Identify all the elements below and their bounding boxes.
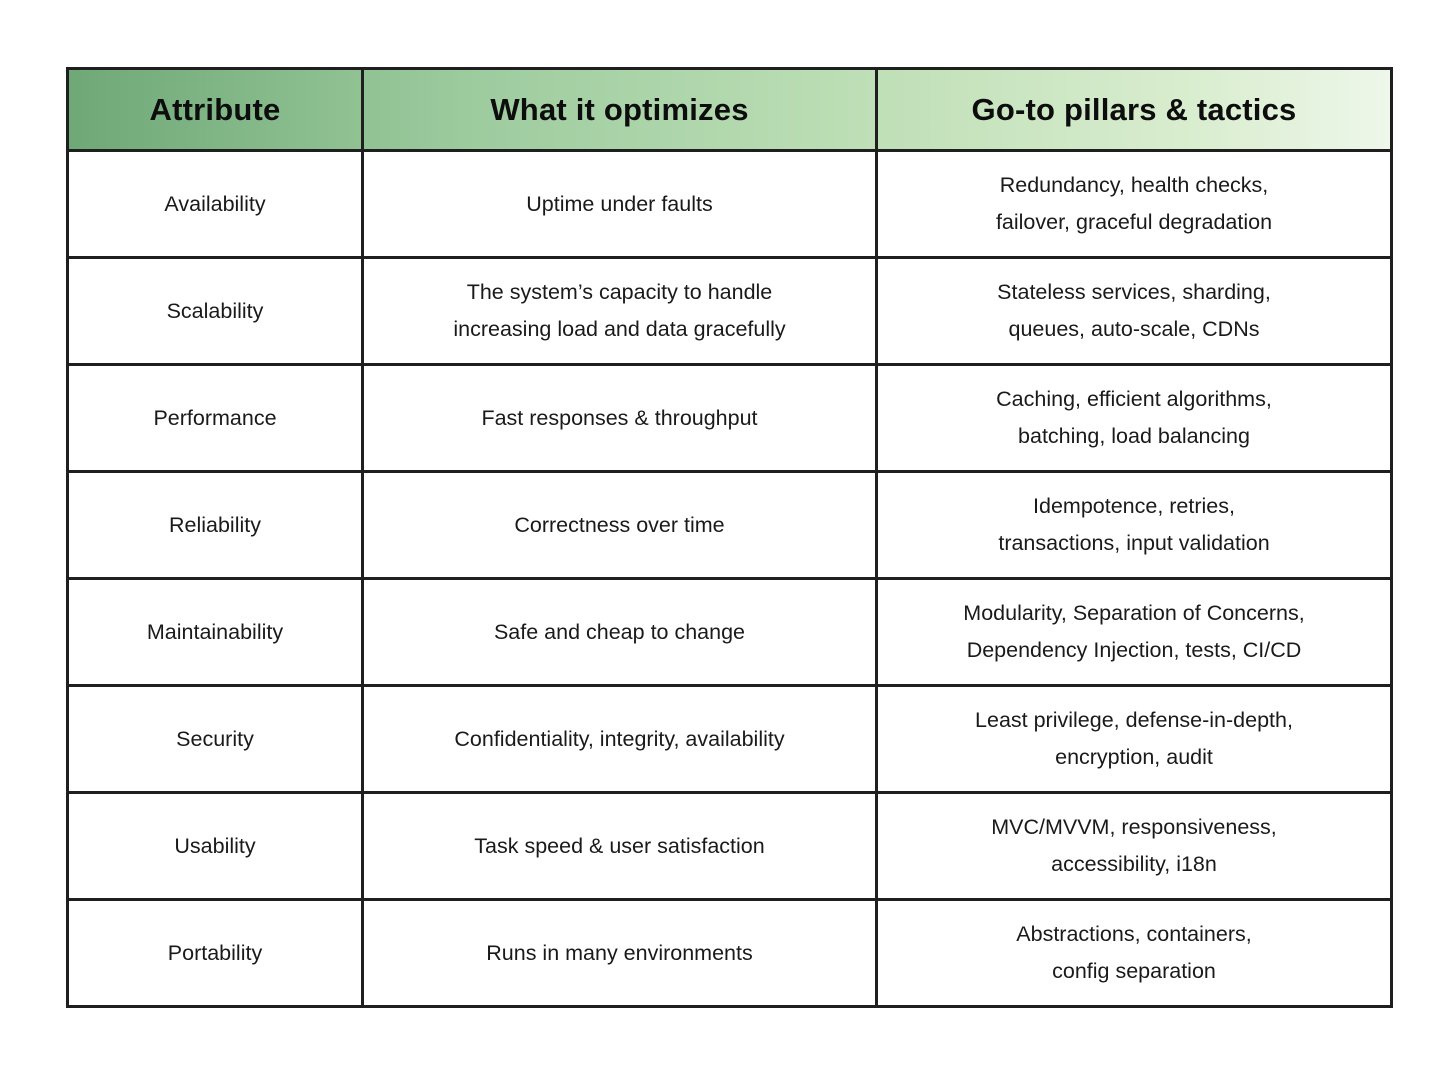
cell-optimizes [363, 151, 877, 258]
cell-tactics-line: Modularity, Separation of Concerns, [963, 601, 1305, 625]
cell-tactics [877, 258, 1392, 365]
header-pillars-tactics: Go-to pillars & tactics [877, 69, 1392, 151]
cell-tactics-line: Caching, efficient algorithms, [996, 387, 1272, 411]
cell-tactics-line: batching, load balancing [1018, 424, 1250, 448]
cell-optimizes [363, 686, 877, 793]
cell-tactics [877, 365, 1392, 472]
cell-optimizes-line: Runs in many environments [486, 940, 753, 965]
cell-optimizes-line: Uptime under faults [526, 191, 713, 216]
table-row [68, 472, 1392, 579]
cell-optimizes-line: Fast responses & throughput [481, 405, 758, 430]
cell-tactics-line: accessibility, i18n [1051, 852, 1217, 876]
cell-optimizes [363, 365, 877, 472]
table-header [68, 69, 1392, 151]
cell-attribute: Portability [68, 900, 363, 1007]
cell-tactics-line: encryption, audit [1055, 745, 1213, 769]
cell-tactics-line: Redundancy, health checks, [999, 173, 1269, 197]
cell-optimizes-line: Safe and cheap to change [493, 619, 746, 644]
cell-optimizes [363, 579, 877, 686]
cell-attribute: Maintainability [68, 579, 363, 686]
header-attribute: Attribute [68, 69, 363, 151]
cell-tactics-line: Least privilege, defense-in-depth, [975, 708, 1293, 732]
cell-tactics-line: Stateless services, sharding, [997, 280, 1271, 304]
table-row [68, 365, 1392, 472]
table-row [68, 579, 1392, 686]
cell-attribute: Performance [68, 365, 363, 472]
cell-optimizes-line: The system’s capacity to handle [466, 280, 773, 304]
cell-optimizes-line: Task speed & user satisfaction [474, 833, 765, 858]
table-row [68, 900, 1392, 1007]
cell-tactics [877, 793, 1392, 900]
cell-attribute: Security [68, 686, 363, 793]
cell-tactics [877, 579, 1392, 686]
cell-tactics [877, 686, 1392, 793]
cell-tactics-line: Idempotence, retries, [1033, 494, 1235, 518]
table-row [68, 258, 1392, 365]
cell-tactics-line: config separation [1052, 959, 1216, 983]
cell-optimizes-line: Correctness over time [514, 512, 725, 537]
cell-tactics-line: failover, graceful degradation [995, 210, 1273, 234]
cell-tactics-line: Abstractions, containers, [1016, 922, 1252, 946]
table-row [68, 686, 1392, 793]
cell-attribute: Reliability [68, 472, 363, 579]
table-row [68, 793, 1392, 900]
quality-attributes-table [66, 67, 1393, 1008]
cell-attribute: Usability [68, 793, 363, 900]
cell-tactics [877, 900, 1392, 1007]
cell-tactics [877, 151, 1392, 258]
table-body [68, 151, 1392, 1007]
cell-tactics-line: Dependency Injection, tests, CI/CD [966, 638, 1302, 662]
cell-tactics-line: transactions, input validation [998, 531, 1270, 555]
cell-optimizes [363, 258, 877, 365]
cell-optimizes-line: increasing load and data gracefully [453, 317, 786, 341]
cell-optimizes [363, 472, 877, 579]
header-row [68, 69, 1392, 151]
table-row [68, 151, 1392, 258]
cell-optimizes [363, 793, 877, 900]
cell-attribute: Availability [68, 151, 363, 258]
cell-tactics [877, 472, 1392, 579]
cell-optimizes [363, 900, 877, 1007]
cell-tactics-line: MVC/MVVM, responsiveness, [991, 815, 1277, 839]
header-what-it-optimizes: What it optimizes [363, 69, 877, 151]
cell-optimizes-line: Confidentiality, integrity, availability [454, 726, 785, 751]
quality-attributes-table-container [66, 67, 1390, 1008]
cell-tactics-line: queues, auto-scale, CDNs [1008, 317, 1260, 341]
cell-attribute: Scalability [68, 258, 363, 365]
